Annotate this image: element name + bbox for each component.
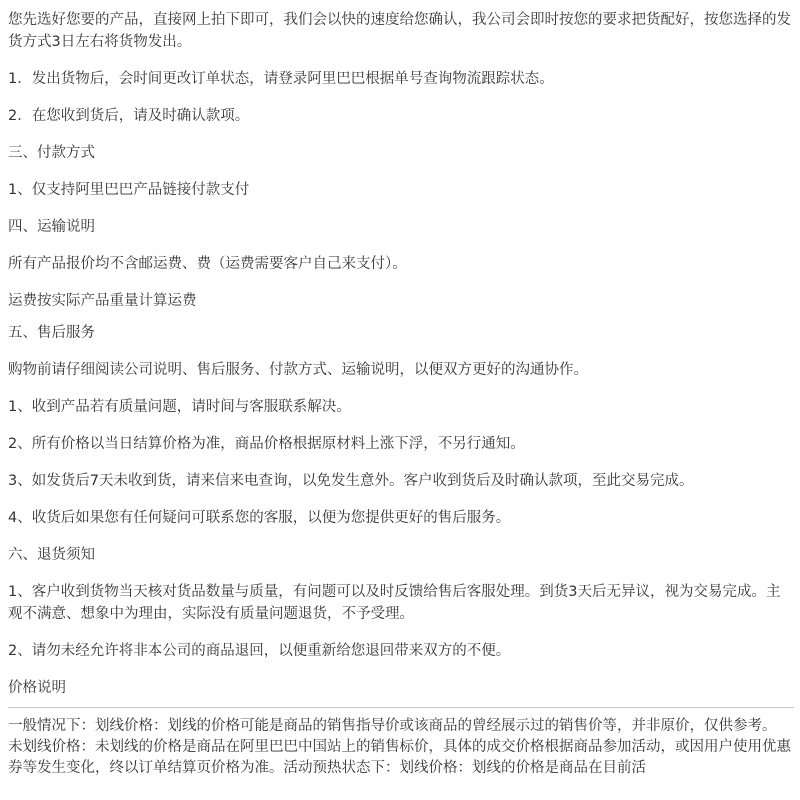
pricing-item-2: 未划线价格：未划线的价格是商品在阿里巴巴中国站上的销售标价，具体的成交价格根据商品参加活动，或因用户使用优惠券等发生变化，终以订单结算页价格为准。活动预热状态下：划线价格：划线的价格是商品在目前活 bbox=[8, 739, 791, 776]
shipping-note-1: 1．发出货物后，会时间更改订单状态，请登录阿里巴巴根据单号查询物流跟踪状态。 bbox=[8, 71, 554, 87]
after-sales-item-1: 1、收到产品若有质量问题，请时间与客服联系解决。 bbox=[8, 399, 351, 415]
after-sales-intro: 购物前请仔细阅读公司说明、售后服务、付款方式、运输说明，以便双方更好的沟通协作。 bbox=[8, 362, 588, 378]
returns-heading: 六、退货须知 bbox=[8, 547, 95, 563]
payment-item-1: 1、仅支持阿里巴巴产品链接付款支付 bbox=[8, 182, 250, 198]
returns-item-2: 2、请勿未经允许将非本公司的商品退回，以便重新给您退回带来双方的不便。 bbox=[8, 643, 511, 659]
pricing-item-1: 一般情况下：划线价格：划线的价格可能是商品的销售指导价或该商品的曾经展示过的销售价等，并非原价，仅供参考。 bbox=[8, 718, 777, 734]
pricing-heading: 价格说明 bbox=[8, 680, 66, 696]
after-sales-item-4: 4、收货后如果您有任何疑问可联系您的客服，以便为您提供更好的售后服务。 bbox=[8, 510, 511, 526]
payment-heading: 三、付款方式 bbox=[8, 145, 95, 161]
transport-item-1: 所有产品报价均不含邮运费、费（运费需要客户自己来支付）。 bbox=[8, 256, 407, 272]
section-divider bbox=[8, 707, 794, 708]
transport-item-2: 运费按实际产品重量计算运费 bbox=[8, 293, 197, 309]
after-sales-heading: 五、售后服务 bbox=[8, 325, 95, 341]
returns-item-1: 1、客户收到货物当天核对货品数量与质量，有问题可以及时反馈给售后客服处理。到货3天后无异议，视为交易完成。主观不满意、想象中为理由，实际没有质量问题退货，不予受理。 bbox=[8, 584, 781, 622]
intro-paragraph: 您先选好您要的产品，直接网上拍下即可，我们会以快的速度给您确认，我公司会即时按您的要求把货配好，按您选择的发货方式3日左右将货物发出。 bbox=[8, 12, 791, 50]
shipping-note-2: 2．在您收到货后，请及时确认款项。 bbox=[8, 108, 250, 124]
after-sales-item-2: 2、所有价格以当日结算价格为准，商品价格根据原材料上涨下浮，不另行通知。 bbox=[8, 436, 525, 452]
after-sales-item-3: 3、如发货后7天未收到货，请来信来电查询，以免发生意外。客户收到货后及时确认款项，至此交易完成。 bbox=[8, 473, 694, 489]
transport-heading: 四、运输说明 bbox=[8, 219, 95, 235]
policy-document bbox=[8, 0, 794, 779]
